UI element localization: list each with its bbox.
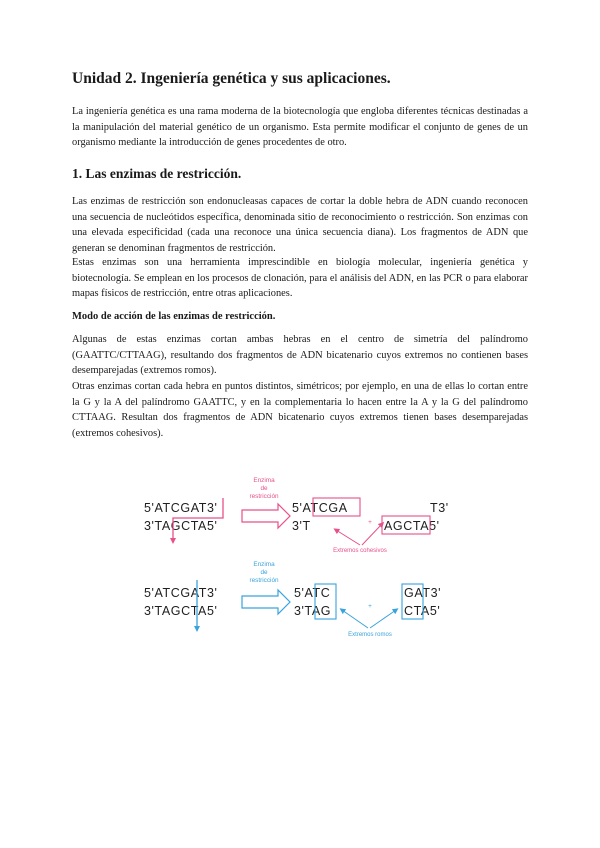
blunt-ends-example: [144, 561, 441, 638]
left-fragment-top: 5'ATC: [294, 586, 331, 600]
left-fragment-top: 5'ATCGA: [292, 501, 348, 515]
left-fragment-bottom: 3'TAG: [294, 604, 332, 618]
restriction-enzyme-diagram: [130, 460, 470, 650]
blunt-ends-paragraph: Algunas de estas enzimas cortan ambas hebras en el centro de simetría del palíndromo (GAATTC/CTTAAG), resultando dos fragmentos de ADN bicatenario cuyos extremos no contienen bases desemparejadas (extremos romos).: [72, 334, 528, 377]
enzyme-label-line1: Enzima: [253, 561, 275, 568]
left-pointer-arrow: [342, 610, 368, 628]
sticky-ends-label: Extremos cohesivos: [333, 548, 387, 554]
original-strand-top: 5'ATCGAT3': [144, 501, 218, 515]
original-strand-top: 5'ATCGAT3': [144, 586, 218, 600]
enzyme-label-line3: restricción: [249, 493, 279, 500]
original-strand-bottom: 3'TAGCTA5': [144, 519, 218, 533]
sticky-ends-example: [144, 477, 449, 554]
intro-paragraph: La ingeniería genética es una rama moderna de la biotecnología que engloba diferentes técnicas destinadas a la manipulación del material genético de un organismo. Esta permite modificar el conjunto de genes de un organismo mediante la introducción de genes procedentes de otro.: [72, 106, 528, 149]
right-fragment-top: T3': [430, 501, 449, 515]
right-pointer-arrow: [370, 610, 396, 628]
mode-of-action-heading: Modo de acción de las enzimas de restricción.: [72, 311, 276, 322]
cut-arrow-icon: [170, 538, 176, 544]
cut-arrow-icon: [194, 626, 200, 632]
enzyme-label-line2: de: [260, 485, 268, 492]
sticky-ends-paragraph: Otras enzimas cortan cada hebra en puntos distintos, simétricos; por ejemplo, en una de ellas lo cortan entre la G y la A del palíndromo GAATTC, y en la complementaria lo hacen entre la A y la G del palíndromo CTTAAG. Resultan dos fragmentos de ADN bicatenario cuyos extremos tienen bases desemparejadas (extremos cohesivos).: [72, 381, 528, 439]
right-fragment-bottom: AGCTA5': [384, 519, 440, 533]
enzyme-label-line3: restricción: [249, 577, 279, 584]
right-fragment-top: GAT3': [404, 586, 442, 600]
original-strand-bottom: 3'TAGCTA5': [144, 604, 218, 618]
section-heading: 1. Las enzimas de restricción.: [72, 166, 242, 181]
applications-paragraph: Estas enzimas son una herramienta imprescindible en biología molecular, ingeniería genética y biotecnología. Se emplean en los procesos de clonación, para el análisis del ADN, en las PCR o para elaborar mapas físicos de restricción, entre otras aplicaciones.: [72, 257, 528, 300]
plus-sign: +: [368, 519, 372, 526]
blunt-ends-label: Extremos romos: [348, 632, 392, 638]
reaction-arrow-icon: [242, 590, 290, 614]
page-title: Unidad 2. Ingeniería genética y sus aplicaciones.: [72, 70, 391, 87]
reaction-arrow-icon: [242, 504, 290, 528]
left-fragment-bottom: 3'T: [292, 519, 311, 533]
right-fragment-bottom: CTA5': [404, 604, 441, 618]
left-pointer-arrow: [336, 530, 360, 545]
enzyme-label-line2: de: [260, 569, 268, 576]
plus-sign: +: [368, 603, 372, 610]
restriction-enzymes-paragraph: Las enzimas de restricción son endonucleasas capaces de cortar la doble hebra de ADN cuando reconocen una secuencia de nucleótidos específica, denominada sitio de reconocimiento o restricción. Son enzimas con una elevada especificidad (cada una reconoce una única secuencia diana). Los fragmentos de ADN que generan se denominan fragmentos de restricción.: [72, 196, 528, 254]
right-pointer-arrow: [362, 524, 382, 545]
enzyme-label-line1: Enzima: [253, 477, 275, 484]
